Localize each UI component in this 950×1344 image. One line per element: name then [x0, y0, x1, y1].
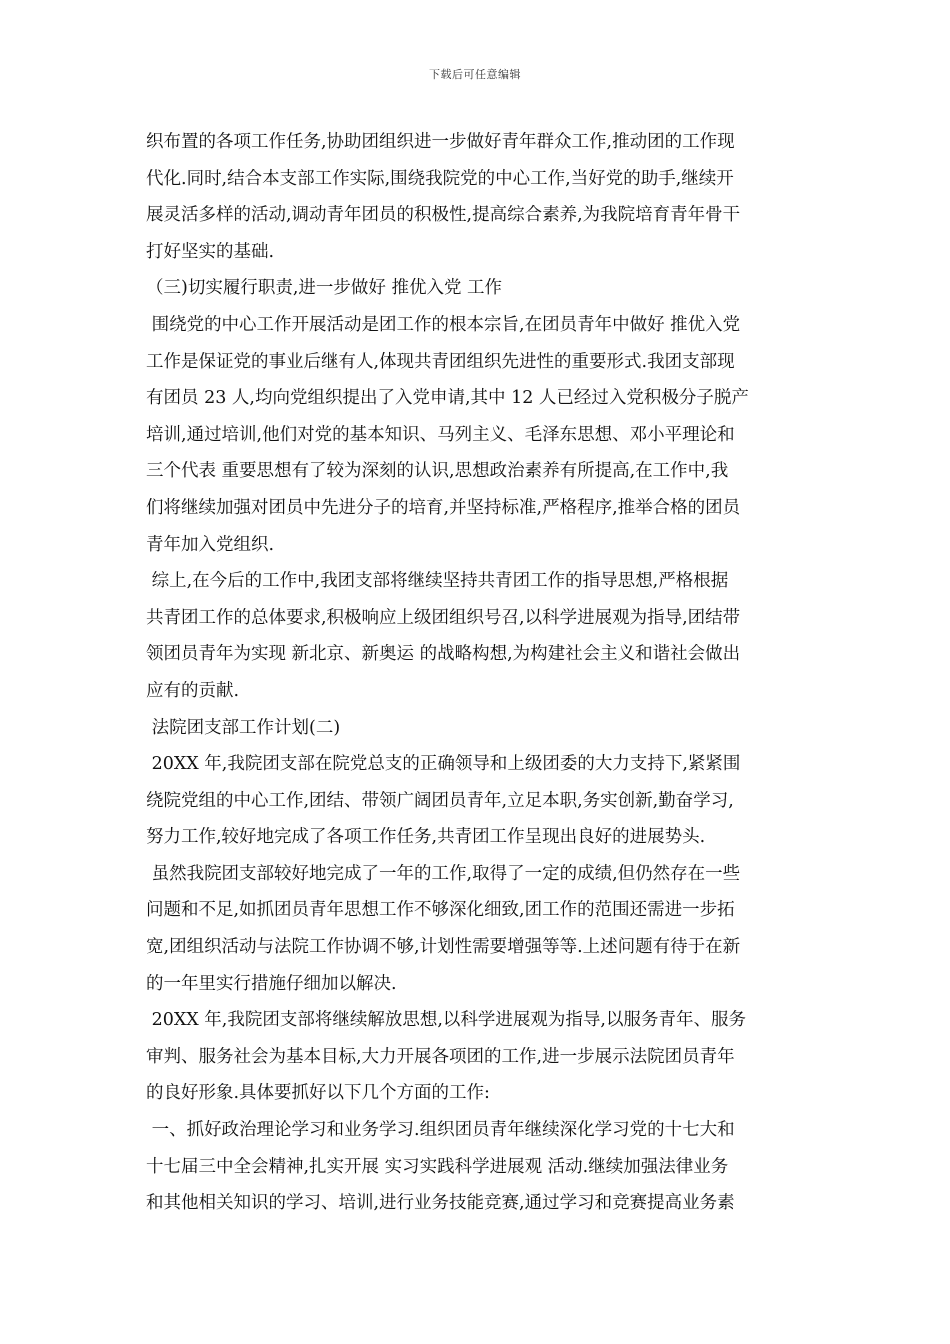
- text-line: 共青团工作的总体要求,积极响应上级团组织号召,以科学进展观为指导,团结带: [146, 607, 741, 628]
- text-line: 织布置的各项工作任务,协助团组织进一步做好青年群众工作,推动团的工作现: [146, 132, 735, 152]
- text-line: 和其他相关知识的学习、培训,进行业务技能竞赛,通过学习和竞赛提高业务素: [146, 1193, 735, 1214]
- text-line: 代化.同时,结合本支部工作实际,围绕我院党的中心工作,当好党的助手,继续开: [146, 168, 734, 189]
- text-line: 问题和不足,如抓团员青年思想工作不够深化细致,团工作的范围还需进一步拓: [146, 900, 735, 921]
- text-line: 青年加入党组织.: [146, 534, 275, 555]
- text-line: 审判、服务社会为基本目标,大力开展各项团的工作,进一步展示法院团员青年: [146, 1046, 735, 1067]
- text-line: 的良好形象.具体要抓好以下几个方面的工作:: [146, 1083, 490, 1104]
- text-line: 三个代表 重要思想有了较为深刻的认识,思想政治素养有所提高,在工作中,我: [146, 461, 729, 482]
- text-line: 一、抓好政治理论学习和业务学习.组织团员青年继续深化学习党的十七大和: [146, 1120, 735, 1141]
- text-line: 打好坚实的基础.: [146, 241, 275, 262]
- page-header: 下载后可任意编辑: [429, 68, 521, 81]
- text-line: 领团员青年为实现 新北京、新奥运 的战略构想,为构建社会主义和谐社会做出: [146, 644, 741, 665]
- text-line: 十七届三中全会精神,扎实开展 实习实践科学进展观 活动.继续加强法律业务: [146, 1156, 729, 1177]
- text-line: 绕院党组的中心工作,团结、带领广阔团员青年,立足本职,务实创新,勤奋学习,: [146, 790, 734, 811]
- text-line: 综上,在今后的工作中,我团支部将继续坚持共青团工作的指导思想,严格根据: [146, 571, 729, 592]
- text-line: 展灵活多样的活动,调动青年团员的积极性,提高综合素养,为我院培育青年骨干: [146, 205, 741, 226]
- text-line: 的一年里实行措施仔细加以解决.: [146, 973, 397, 994]
- text-line: 围绕党的中心工作开展活动是团工作的根本宗旨,在团员青年中做好 推优入党: [146, 314, 741, 335]
- section-heading: （三)切实履行职责,进一步做好 推优入党 工作: [146, 278, 503, 299]
- text-line: 20XX 年,我院团支部在院党总支的正确领导和上级团委的大力支持下,紧紧围: [146, 754, 741, 775]
- text-line: 工作是保证党的事业后继有人,体现共青团组织先进性的重要形式.我团支部现: [146, 351, 735, 372]
- text-line: 们将继续加强对团员中先进分子的培育,并坚持标准,严格程序,推举合格的团员: [146, 497, 741, 518]
- text-line: 努力工作,较好地完成了各项工作任务,共青团工作呈现出良好的进展势头.: [146, 827, 706, 848]
- section-heading: 法院团支部工作计划(二): [146, 717, 341, 738]
- text-line: 培训,通过培训,他们对党的基本知识、马列主义、毛泽东思想、邓小平理论和: [146, 424, 735, 445]
- document-body: [146, 124, 814, 1222]
- text-line: 虽然我院团支部较好地完成了一年的工作,取得了一定的成绩,但仍然存在一些: [146, 863, 741, 884]
- text-line: 宽,团组织活动与法院工作协调不够,计划性需要增强等等.上述问题有待于在新: [146, 937, 741, 958]
- text-line: 应有的贡献.: [146, 680, 240, 701]
- text-line: 20XX 年,我院团支部将继续解放思想,以科学进展观为指导,以服务青年、服务: [146, 1010, 746, 1031]
- text-line: 有团员 23 人,均向党组织提出了入党申请,其中 12 人已经过入党积极分子脱产: [146, 388, 749, 409]
